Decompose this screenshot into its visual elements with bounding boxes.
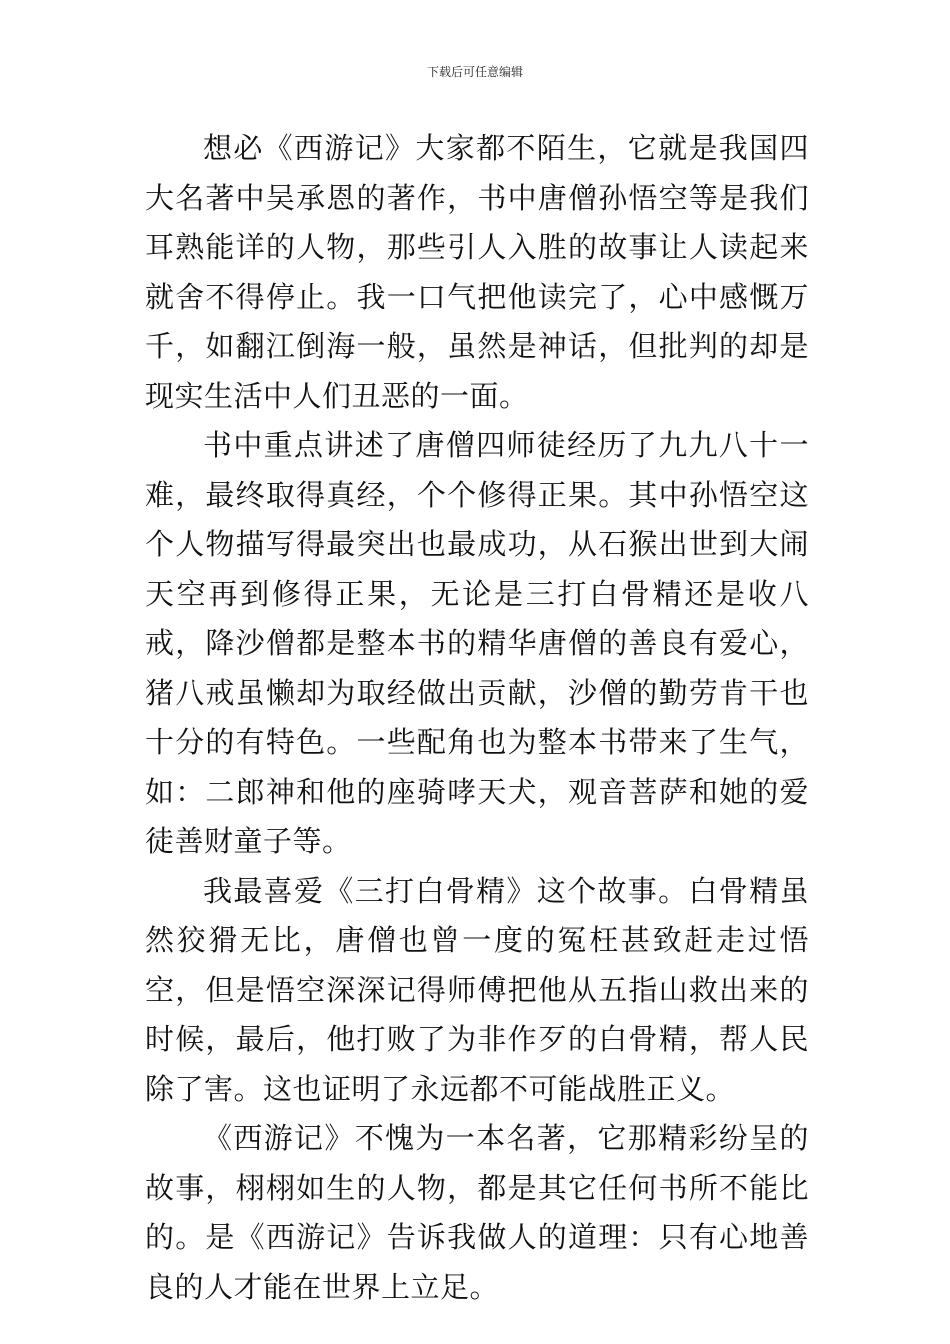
page-header-note: 下载后可任意编辑: [426, 65, 523, 79]
paragraph-3: 我最喜爱《三打白骨精》这个故事。白骨精虽然狡猾无比，唐僧也曾一度的冤枉甚致赶走过悟空，但是悟空深深记得师傅把他从五指山救出来的时候，最后，他打败了为非作歹的白骨精，帮人民除了害。这也证明了永远都不可能战胜正义。: [145, 873, 809, 1106]
paragraph-4: 《西游记》不愧为一本名著，它那精彩纷呈的故事，栩栩如生的人物，都是其它任何书所不能比的。是《西游记》告诉我做人的道理：只有心地善良的人才能在世界上立足。: [145, 1121, 809, 1304]
paragraph-1: 想必《西游记》大家都不陌生，它就是我国四大名著中吴承恩的著作，书中唐僧孙悟空等是我们耳熟能详的人物，那些引人入胜的故事让人读起来就舍不得停止。我一口气把他读完了，心中感慨万千，如翻江倒海一般，虽然是神话，但批判的却是现实生活中人们丑恶的一面。: [145, 131, 809, 413]
document-body: [145, 124, 809, 1312]
paragraph-2: 书中重点讲述了唐僧四师徒经历了九九八十一难，最终取得真经，个个修得正果。其中孙悟空这个人物描写得最突出也最成功，从石猴出世到大闹天空再到修得正果，无论是三打白骨精还是收八戒，降沙僧都是整本书的精华唐僧的善良有爱心，猪八戒虽懒却为取经做出贡献，沙僧的勤劳肯干也十分的有特色。一些配角也为整本书带来了生气，如：二郎神和他的座骑哮天犬，观音菩萨和她的爱徒善财童子等。: [145, 428, 809, 858]
